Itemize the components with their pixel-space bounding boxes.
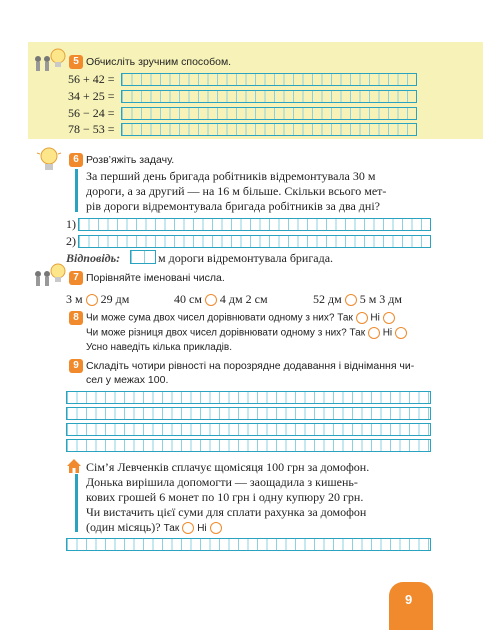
- thinking-kids-icon-2: [30, 262, 68, 288]
- task5-answer-grid-1[interactable]: [121, 73, 417, 86]
- task6-text-line2: дороги, а за другий — на 16 м більше. Скільки всього мет-: [86, 184, 387, 198]
- task6-row1-label: 1): [66, 217, 76, 231]
- compare-3-right: 5 м 3 дм: [359, 292, 402, 306]
- compare-row-2: [174, 292, 268, 307]
- home-question-end: (один місяць)?: [86, 520, 161, 534]
- home-answer-grid[interactable]: [66, 538, 431, 551]
- task5-number: 5: [69, 55, 83, 69]
- home-line3: кових грошей 6 монет по 10 грн і одну купюру 20 грн.: [86, 490, 364, 504]
- task9-line2: сел у межах 100.: [86, 374, 169, 386]
- home-line2: Донька вирішила допомогти — заощадила з кишень-: [86, 475, 358, 489]
- page-number: 9: [405, 592, 413, 607]
- task8-q1: [86, 312, 395, 324]
- compare-1-right: 29 дм: [100, 292, 130, 306]
- compare-1-left: 3 м: [66, 292, 83, 306]
- home-bar: [75, 474, 78, 532]
- home-no-circle[interactable]: [210, 522, 222, 534]
- task9-grid-1[interactable]: [66, 391, 431, 404]
- thinking-kids-icon: [30, 47, 68, 73]
- task9-grid-4[interactable]: [66, 439, 431, 452]
- task6-answer-grid-1[interactable]: [78, 218, 431, 231]
- task5-answer-grid-3[interactable]: [121, 107, 417, 120]
- task7-instruction: Порівняйте іменовані числа.: [86, 272, 225, 284]
- home-line4: Чи вистачить цієї суми для сплати рахунка за домофон: [86, 505, 367, 519]
- q1-no-circle[interactable]: [383, 312, 395, 324]
- compare-3-left: 52 дм: [313, 292, 342, 306]
- task6-bar: [75, 169, 78, 212]
- task7-number: 7: [69, 271, 83, 285]
- task8-q1-text: Чи може сума двох чисел дорівнювати одному з них? Так: [86, 312, 353, 324]
- task6-answer-label: Відповідь:: [66, 251, 121, 265]
- task5-expr-1: 56 + 42 =: [68, 72, 115, 86]
- q2-yes-circle[interactable]: [368, 327, 380, 339]
- home-line1: Сім’я Левченків сплачує щомісяця 100 грн за домофон.: [86, 460, 370, 474]
- task5-expr-2: 34 + 25 =: [68, 89, 115, 103]
- compare-2-left: 40 см: [174, 292, 202, 306]
- task5-expr-3: 56 − 24 =: [68, 106, 115, 120]
- task9-grid-3[interactable]: [66, 423, 431, 436]
- q2-no-circle[interactable]: [395, 327, 407, 339]
- compare-2-right: 4 дм 2 см: [219, 292, 268, 306]
- task6-number: 6: [69, 153, 83, 167]
- compare-circle-3[interactable]: [345, 294, 357, 306]
- task5-answer-grid-2[interactable]: [121, 90, 417, 103]
- task9-grid-2[interactable]: [66, 407, 431, 420]
- task6-answer-tail: м дороги відремонтувала бригада.: [158, 251, 334, 265]
- compare-circle-2[interactable]: [205, 294, 217, 306]
- compare-circle-1[interactable]: [86, 294, 98, 306]
- task5-instruction: Обчисліть зручним способом.: [86, 56, 232, 68]
- task8-q2-no: Ні: [382, 327, 393, 339]
- task8-number: 8: [69, 311, 83, 325]
- task9-line1: Складіть чотири рівності на порозрядне додавання і віднімання чи-: [86, 360, 415, 372]
- q1-yes-circle[interactable]: [356, 312, 368, 324]
- home-line5: [86, 520, 222, 535]
- task6-text-line3: рів дороги відремонтувала бригада робітників за два дні?: [86, 199, 380, 213]
- task9-number: 9: [69, 359, 83, 373]
- task6-answer-grid-2[interactable]: [78, 235, 431, 248]
- home-icon: [66, 458, 82, 474]
- task6-row2-label: 2): [66, 234, 76, 248]
- task6-text-line1: За перший день бригада робітників відремонтувала 30 м: [86, 169, 376, 183]
- task8-q3: Усно наведіть кілька прикладів.: [86, 342, 232, 353]
- task6-instruction: Розв’яжіть задачу.: [86, 154, 175, 166]
- task5-expr-4: 78 − 53 =: [68, 122, 115, 136]
- home-no-label: Ні: [197, 523, 207, 534]
- task5-answer-grid-4[interactable]: [121, 123, 417, 136]
- home-yes-circle[interactable]: [182, 522, 194, 534]
- lightbulb-icon: [36, 145, 62, 173]
- task6-answer-box[interactable]: [130, 250, 156, 264]
- task8-q2: [86, 327, 407, 339]
- task8-q1-no: Ні: [370, 312, 380, 324]
- compare-row: [66, 292, 129, 307]
- compare-row-3: [313, 292, 402, 307]
- home-yes-label: Так: [163, 523, 180, 534]
- task8-q2-text: Чи може різниця двох чисел дорівнювати одному з них? Так: [86, 327, 366, 339]
